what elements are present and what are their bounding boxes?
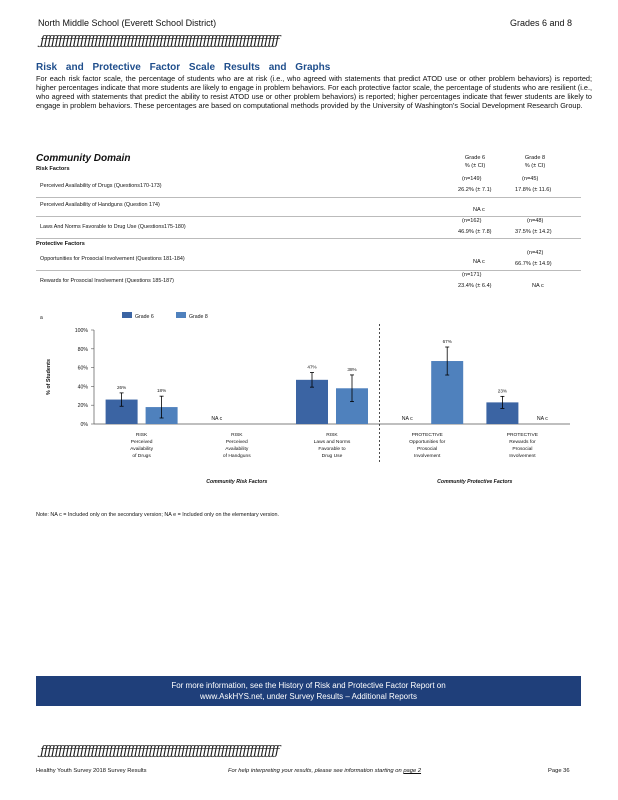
category-label: Involvement bbox=[509, 454, 536, 459]
ci-head-grade6: % (± CI) bbox=[464, 163, 486, 169]
decorative-rule-bottom: ƒƒƒƒƒƒƒƒƒƒƒƒƒƒƒƒƒƒƒƒƒƒƒƒƒƒƒƒƒƒƒƒƒƒƒƒƒƒƒƒƒƒƒƒƒƒƒƒƒƒƒƒƒƒƒƒƒƒƒƒƒƒƒƒƒƒ bbox=[40, 744, 279, 759]
row-label: Opportunities for Prosocial Involvement (Questions 181-184) bbox=[40, 256, 185, 262]
row-label: Perceived Availability of Drugs (Questions170-173) bbox=[40, 183, 162, 189]
footer-page-link[interactable]: page 2 bbox=[403, 768, 422, 774]
legend-swatch bbox=[176, 312, 186, 318]
col-head-grade6: Grade 6 bbox=[464, 155, 486, 161]
y-tick-label: 0% bbox=[80, 422, 88, 428]
row-v6: 46.9% (± 7.8) bbox=[458, 229, 492, 235]
row-label: Laws And Norms Favorable to Drug Use (Questions175-180) bbox=[40, 224, 186, 230]
row-v6: NA c bbox=[473, 207, 485, 213]
data-label: 18% bbox=[156, 388, 167, 394]
category-label: RISK bbox=[135, 433, 148, 438]
row-n6: (n=171) bbox=[462, 272, 482, 278]
footer-help-text: For help interpreting your results, please see information starting on bbox=[228, 768, 402, 774]
category-label: Prosocial bbox=[417, 447, 438, 452]
decorative-rule-top: ƒƒƒƒƒƒƒƒƒƒƒƒƒƒƒƒƒƒƒƒƒƒƒƒƒƒƒƒƒƒƒƒƒƒƒƒƒƒƒƒƒƒƒƒƒƒƒƒƒƒƒƒƒƒƒƒƒƒƒƒƒƒƒƒƒƒ bbox=[40, 34, 279, 49]
y-axis-label: % of Students bbox=[46, 359, 52, 395]
y-tick-label: 40% bbox=[77, 384, 88, 391]
data-label: 47% bbox=[307, 364, 317, 370]
footer-help bbox=[228, 768, 421, 774]
y-tick-label: 20% bbox=[77, 403, 88, 410]
row-n8: (n=48) bbox=[527, 218, 544, 224]
category-label: PROTECTIVE bbox=[411, 433, 443, 438]
category-label: of Drugs bbox=[132, 454, 151, 459]
footer-survey-name: Healthy Youth Survey 2018 Survey Results bbox=[36, 768, 147, 774]
row-v8: NA c bbox=[532, 283, 544, 289]
data-label: NA c bbox=[211, 416, 223, 422]
category-label: Involvement bbox=[414, 454, 441, 459]
row-v8: 66.7% (± 14.9) bbox=[515, 261, 552, 267]
group-label: Community Risk Factors bbox=[206, 479, 268, 485]
col-head-grade8: Grade 8 bbox=[524, 155, 546, 161]
data-label: 67% bbox=[442, 339, 452, 345]
section-title: Risk and Protective Factor Scale Results and Graphs bbox=[36, 62, 331, 73]
category-label: PROTECTIVE bbox=[506, 433, 539, 438]
protective-factors-head: Protective Factors bbox=[36, 241, 85, 247]
intro-paragraph: For each risk factor scale, the percentage of students who are at risk (i.e., who agreed with statements that predict ATOD use or other problem behaviors) is reported; higher percentages indicate that more students are likely to engage in problem behaviors. For each protective factor scale, the percentage of students who are resilient (i.e., who agreed with statements that predict the ability to resist ATOD use or other problem behaviors) is reported; higher percentages indicate that fewer students are likely to engage in problem behaviors. These percentages are based on computational methods provided by the University of Washington's Social Development Research Group. bbox=[36, 74, 592, 110]
risk-factors-head: Risk Factors bbox=[36, 166, 70, 172]
category-label: Favorable to bbox=[318, 447, 346, 452]
category-label: RISK bbox=[231, 433, 243, 438]
row-v6: 23.4% (± 6.4) bbox=[458, 283, 492, 289]
category-label: RISK bbox=[326, 433, 338, 438]
y-tick-label: 80% bbox=[77, 346, 88, 353]
domain-title: Community Domain bbox=[36, 153, 131, 164]
grades-label: Grades 6 and 8 bbox=[510, 18, 573, 28]
info-banner-line1: For more information, see the History of Risk and Protective Factor Report on bbox=[171, 681, 446, 690]
legend-swatch bbox=[122, 312, 132, 318]
row-n8: (n=45) bbox=[522, 176, 539, 182]
ci-head-grade8: % (± CI) bbox=[524, 163, 546, 169]
category-label: Laws and Norms bbox=[313, 440, 351, 445]
school-name: North Middle School (Everett School District) bbox=[38, 18, 217, 28]
note-text: Note: NA c = Included only on the secondary version; NA e = Included only on the elementary version. bbox=[36, 512, 280, 518]
legend-label: Grade 8 bbox=[189, 314, 208, 320]
legend-label: Grade 6 bbox=[135, 314, 154, 320]
row-n6: (n=149) bbox=[462, 176, 482, 182]
legend-prefix: a bbox=[40, 315, 43, 321]
bar-chart bbox=[30, 308, 590, 488]
footer-page-number: Page 36 bbox=[548, 768, 570, 774]
row-v8: 17.8% (± 11.6) bbox=[515, 187, 552, 193]
row-label: Rewards for Prosocial Involvement (Questions 185-187) bbox=[40, 278, 174, 284]
category-label: Availability bbox=[225, 447, 249, 452]
row-n8: (n=42) bbox=[527, 250, 544, 256]
category-label: Availability bbox=[130, 447, 154, 452]
row-v8: 37.5% (± 14.2) bbox=[515, 229, 552, 235]
category-label: Prosocial bbox=[512, 447, 533, 452]
y-tick-label: 100% bbox=[74, 328, 88, 334]
data-label: 26% bbox=[116, 384, 127, 390]
info-banner-line2: www.AskHYS.net, under Survey Results – Additional Reports bbox=[200, 692, 417, 701]
y-tick-label: 60% bbox=[77, 365, 88, 372]
category-label: Perceived bbox=[225, 440, 248, 445]
category-label: Perceived bbox=[130, 440, 153, 445]
category-label: Opportunities for bbox=[409, 440, 446, 445]
data-label: 38% bbox=[347, 366, 357, 372]
category-label: Drug Use bbox=[321, 454, 343, 459]
row-n6: (n=162) bbox=[462, 218, 482, 224]
row-label: Perceived Availability of Handguns (Question 174) bbox=[40, 202, 160, 208]
category-label: Rewards for bbox=[509, 440, 536, 445]
category-label: of Handguns bbox=[222, 454, 251, 459]
row-v6: 26.2% (± 7.1) bbox=[458, 187, 492, 193]
row-v6: NA c bbox=[473, 259, 485, 265]
info-banner bbox=[36, 676, 581, 706]
data-label: NA c bbox=[401, 416, 413, 422]
data-label: NA c bbox=[536, 416, 548, 422]
data-label: 23% bbox=[497, 388, 508, 394]
group-label: Community Protective Factors bbox=[437, 479, 513, 485]
